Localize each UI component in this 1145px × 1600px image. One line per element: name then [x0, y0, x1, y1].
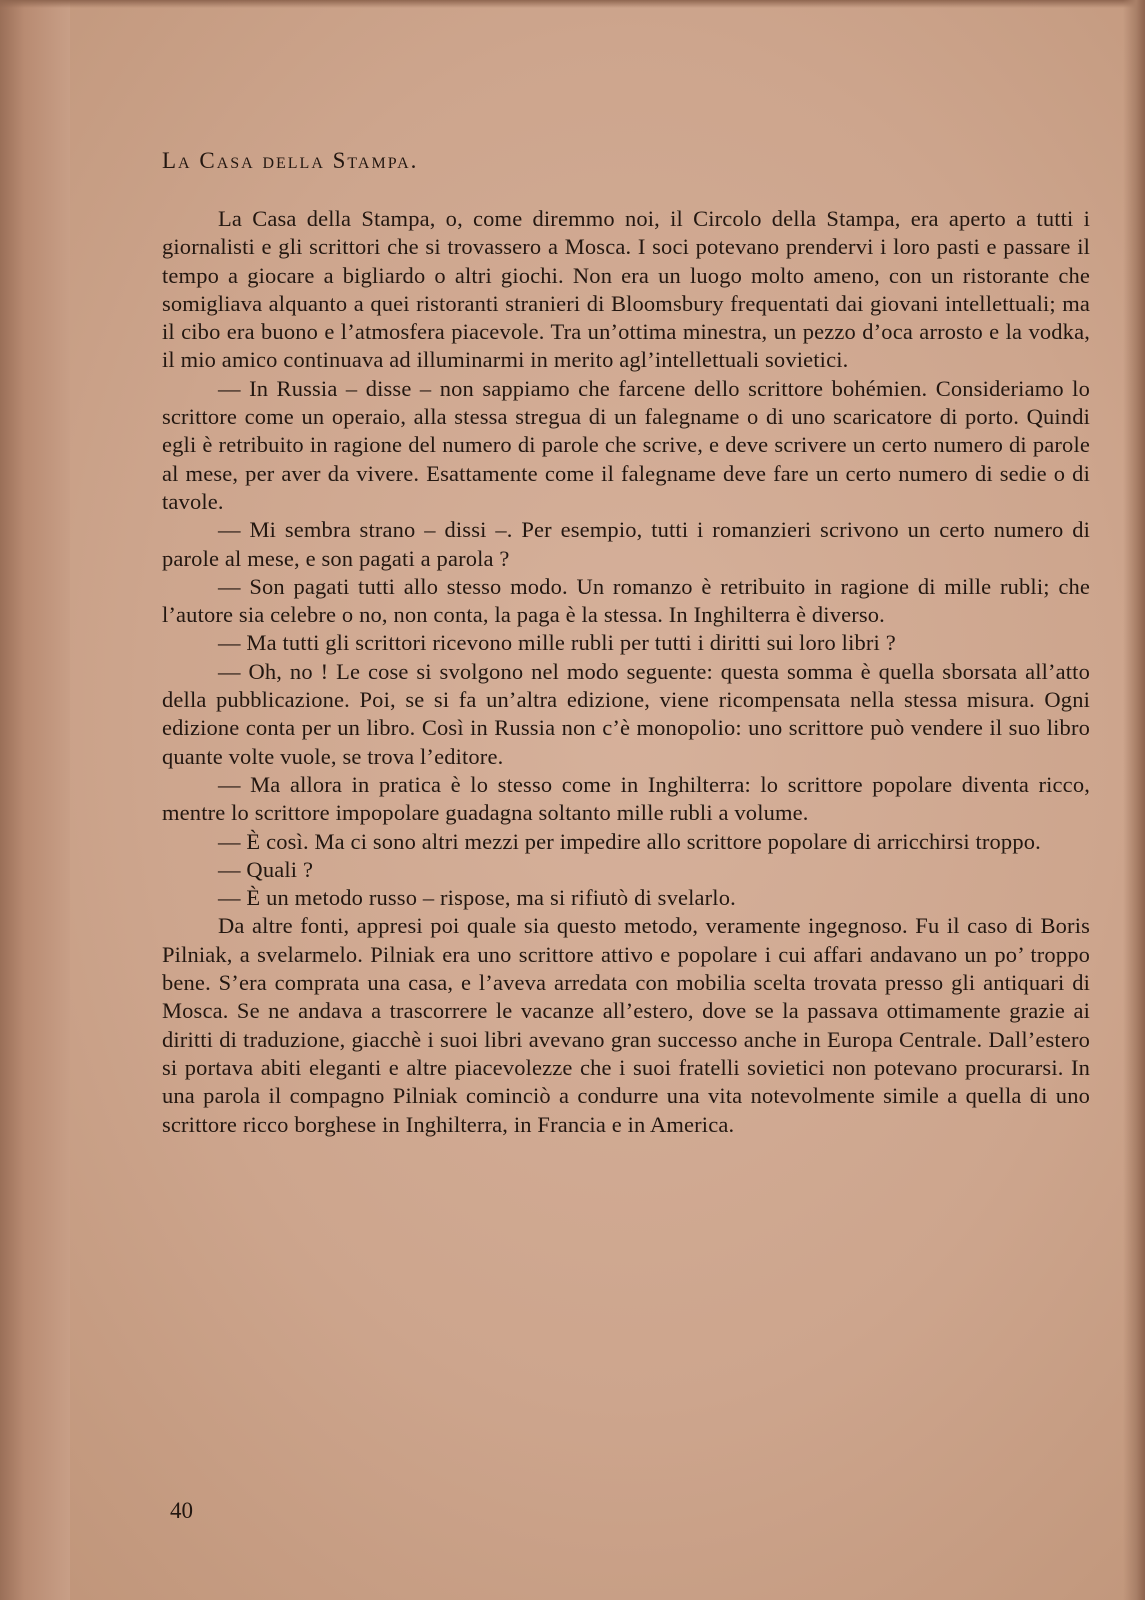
- paragraph: — Ma allora in pratica è lo stesso come in Inghilterra: lo scrittore popolare diventa ricco, mentre lo scrittore impopolare guadagna soltanto mille rubli a volume.: [162, 771, 1090, 826]
- paragraph: La Casa della Stampa, o, come diremmo noi, il Circolo della Stampa, era aperto a tutti i giornalisti e gli scrittori che si trovassero a Mosca. I soci potevano prendervi i loro pasti e passare il tempo a giocare a bigliardo o altri giochi. Non era un luogo molto ameno, con un ristorante che somigliava alquanto a quei ristoranti stranieri di Bloomsbury frequentati dai giovani intellettuali; ma il cibo era buono e l’atmosfera piacevole. Tra un’ottima minestra, un pezzo d’oca arrosto e la vodka, il mio amico continuava ad illuminarmi in merito agl’intellettuali sovietici.: [162, 206, 1090, 373]
- page-right-edge: [1123, 0, 1145, 1600]
- section-heading: La Casa della Stampa.: [162, 148, 419, 173]
- paragraph: — Son pagati tutti allo stesso modo. Un romanzo è retribuito in ragione di mille rubli; che l’autore sia celebre o no, non conta, la paga è la stessa. In Inghilterra è diverso.: [162, 573, 1090, 628]
- paragraph: — È così. Ma ci sono altri mezzi per impedire allo scrittore popolare di arricchirsi troppo.: [218, 828, 1041, 854]
- paragraph: — Mi sembra strano – dissi –. Per esempio, tutti i romanzieri scrivono un certo numero di parole al mese, e son pagati a parola ?: [162, 517, 1090, 571]
- paragraph: — In Russia – disse – non sappiamo che farcene dello scrittore bohémien. Consideriamo lo scrittore come un operaio, alla stessa stregua di un falegname o di uno scaricatore di porto. Quindi egli è retribuito in ragione del numero di parole che scrive, e deve scrivere un certo numero di parole al mese, per aver da vivere. Esattamente come il falegname deve fare un certo numero di sedie o di tavole.: [162, 375, 1090, 514]
- body-text: [162, 205, 1090, 1139]
- paragraph: — Ma tutti gli scrittori ricevono mille rubli per tutti i diritti sui loro libri ?: [218, 630, 896, 656]
- page-number: 40: [170, 1498, 193, 1523]
- paragraph: — Quali ?: [218, 856, 314, 882]
- book-spine-shadow: [0, 0, 70, 1600]
- paragraph: — È un metodo russo – rispose, ma si rifiutò di svelarlo.: [218, 885, 736, 911]
- page-top-edge: [0, 0, 1145, 8]
- paragraph: Da altre fonti, appresi poi quale sia questo metodo, veramente ingegnoso. Fu il caso di Boris Pilniak, a svelarmelo. Pilniak era uno scrittore attivo e popolare i cui affari andavano un po’ troppo bene. S’era comprata una casa, e l’aveva arredata con mobilia scelta trovata presso gli antiquari di Mosca. Se ne andava a trascorrere le vacanze all’estero, dove se la passava ottimamente grazie ai diritti di traduzione, giacchè i suoi libri avevano gran successo anche in Europa Centrale. Dall’estero si portava abiti eleganti e altre piacevolezze che i suoi fratelli sovietici non potevano procurarsi. In una parola il compagno Pilniak cominciò a condurre una vita notevolmente simile a quella di uno scrittore ricco borghese in Inghilterra, in Francia e in America.: [162, 913, 1090, 1137]
- paragraph: — Oh, no ! Le cose si svolgono nel modo seguente: questa somma è quella sborsata all’atto della pubblicazione. Poi, se si fa un’altra edizione, viene ricompensata nella stessa misura. Ogni edizione conta per un libro. Così in Russia non c’è monopolio: uno scrittore può vendere il suo libro quante volte vuole, se trova l’editore.: [162, 658, 1090, 769]
